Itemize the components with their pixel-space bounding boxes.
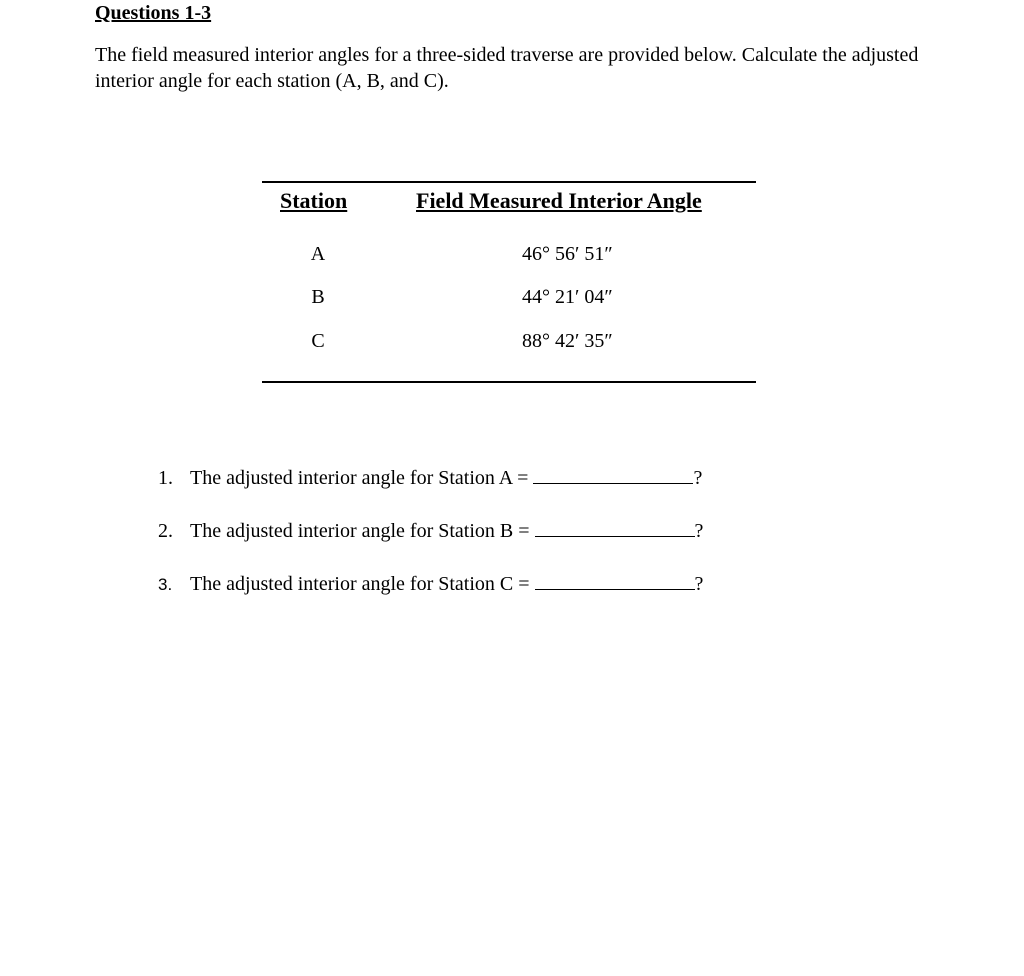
angle-cell-a: 46° 56′ 51″ <box>522 243 613 265</box>
station-column-header: Station <box>280 188 348 213</box>
table-bottom-rule <box>262 381 756 383</box>
station-cell-c: C <box>311 330 325 352</box>
question-2 <box>158 518 703 543</box>
intro-paragraph: The field measured interior angles for a three-sided traverse are provided below. Calculate the adjusted interior angle for each station (A, B, and C). <box>95 44 919 92</box>
table-top-rule <box>262 181 756 183</box>
station-cell-a: A <box>310 243 326 265</box>
angle-cell-b: 44° 21′ 04″ <box>522 286 613 308</box>
question-2-number: 2. <box>158 520 173 542</box>
station-cell-b: B <box>311 286 325 308</box>
question-2-mark: ? <box>694 520 704 542</box>
question-1-mark: ? <box>693 467 703 489</box>
angle-cell-c: 88° 42′ 35″ <box>522 330 613 352</box>
question-1-text: The adjusted interior angle for Station A = <box>190 467 529 489</box>
question-3-number: 3. <box>158 575 173 594</box>
question-3-text: The adjusted interior angle for Station C = <box>190 573 530 595</box>
question-3-answer-blank[interactable] <box>535 571 695 590</box>
page-heading: Questions 1-3 <box>95 2 212 24</box>
question-2-text: The adjusted interior angle for Station B = <box>190 520 530 542</box>
question-1-number: 1. <box>158 467 173 489</box>
question-3 <box>158 571 703 596</box>
question-3-mark: ? <box>694 573 704 595</box>
question-2-answer-blank[interactable] <box>535 518 695 537</box>
angle-column-header: Field Measured Interior Angle <box>416 188 702 213</box>
question-1-answer-blank[interactable] <box>533 465 693 484</box>
question-1 <box>158 465 702 490</box>
